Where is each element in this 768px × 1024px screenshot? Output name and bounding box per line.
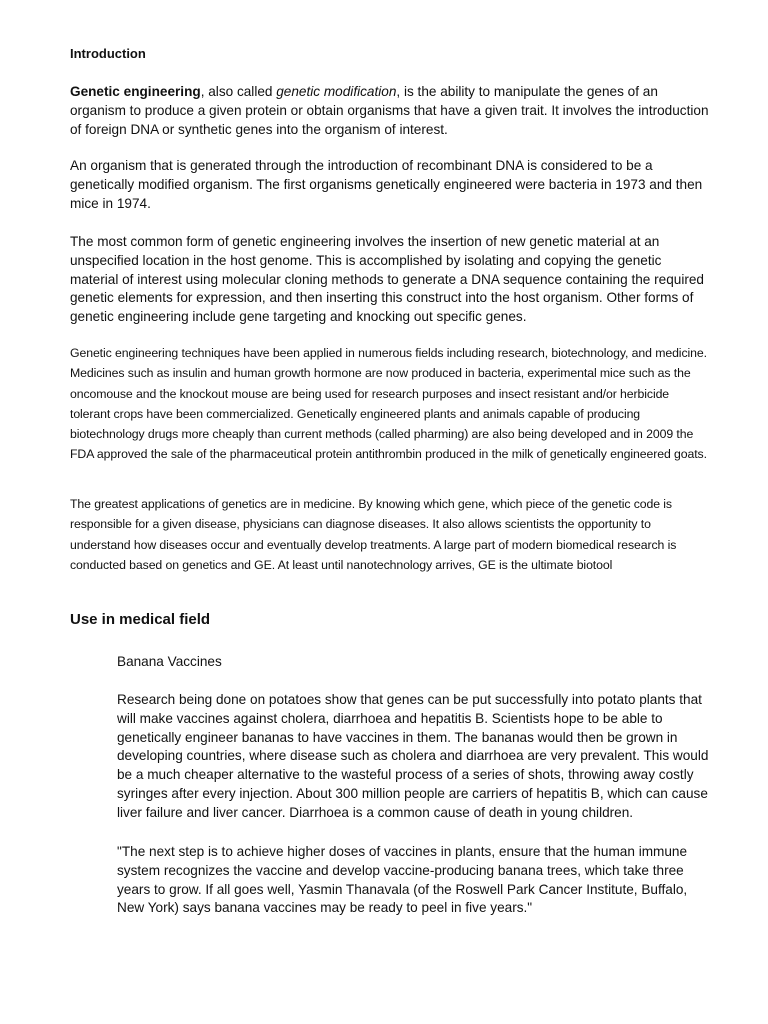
intro-rest: , is the ability to manipulate the genes of an organism to produce a given protein or obtain organisms that have a given trait. It involves the introduction of foreign DNA or synthetic genes into the organism of interest. — [70, 84, 709, 137]
intro-mid: , also called — [200, 84, 277, 99]
intro-paragraph-1 — [70, 83, 710, 139]
medical-heading: Use in medical field — [70, 611, 211, 628]
intro-paragraph-3: The most common form of genetic engineering involves the insertion of new genetic material at an unspecified location in the host genome. This is accomplished by isolating and copying the genetic material of interest using molecular cloning methods to generate a DNA sequence containing the required genetic elements for expression, and then inserting this construct into the host organism. Other forms of genetic engineering include gene targeting and knocking out specific genes. — [70, 234, 704, 325]
medical-paragraph-1: Research being done on potatoes show that genes can be put successfully into potato plants that will make vaccines against cholera, diarrhoea and hepatitis B. Scientists hope to be able to genetically engineer bananas to have vaccines in them. The bananas would then be grown in developing countries, where disease such as cholera and diarrhoea are very prevalent. This would be a much cheaper alternative to the wasteful process of a series of shots, throwing away costly syringes after every injection. About 300 million people are carriers of hepatitis B, which can cause liver failure and liver cancer. Diarrhoea is a common cause of death in young children. — [117, 692, 709, 820]
intro-paragraph-2: An organism that is generated through the introduction of recombinant DNA is considered to be a genetically modified organism. The first organisms genetically engineered were bacteria in 1973 and then mice in 1974. — [70, 158, 703, 211]
banana-vaccines-subheading: Banana Vaccines — [117, 654, 222, 669]
intro-paragraph-5: The greatest applications of genetics are in medicine. By knowing which gene, which piece of the genetic code is responsible for a given disease, physicians can diagnose diseases. It also allows scientists the opportunity to understand how diseases occur and eventually develop treatments. A large part of modern biomedical research is conducted based on genetics and GE. At least until nanotechnology arrives, GE is the ultimate biotool — [70, 497, 677, 572]
intro-paragraph-4: Genetic engineering techniques have been applied in numerous fields including research, biotechnology, and medicine. Medicines such as insulin and human growth hormone are now produced in bacteria, experimental mice such as the oncomouse and the knockout mouse are being used for research purposes and insect resistant and/or herbicide tolerant crops have been commercialized. Genetically engineered plants and animals capable of producing biotechnology drugs more cheaply than current methods (called pharming) are also being developed and in 2009 the FDA approved the sale of the pharmaceutical protein antithrombin produced in the milk of genetically engineered goats. — [70, 346, 707, 462]
medical-paragraph-2: "The next step is to achieve higher doses of vaccines in plants, ensure that the human immune system recognizes the vaccine and develop vaccine-producing banana trees, which take three years to grow. If all goes well, Yasmin Thanavala (of the Roswell Park Cancer Institute, Buffalo, New York) says banana vaccines may be ready to peel in five years." — [117, 844, 688, 916]
introduction-heading: Introduction — [70, 46, 146, 61]
intro-italic-term: genetic modification — [276, 84, 397, 99]
intro-term: Genetic engineering — [70, 84, 201, 99]
